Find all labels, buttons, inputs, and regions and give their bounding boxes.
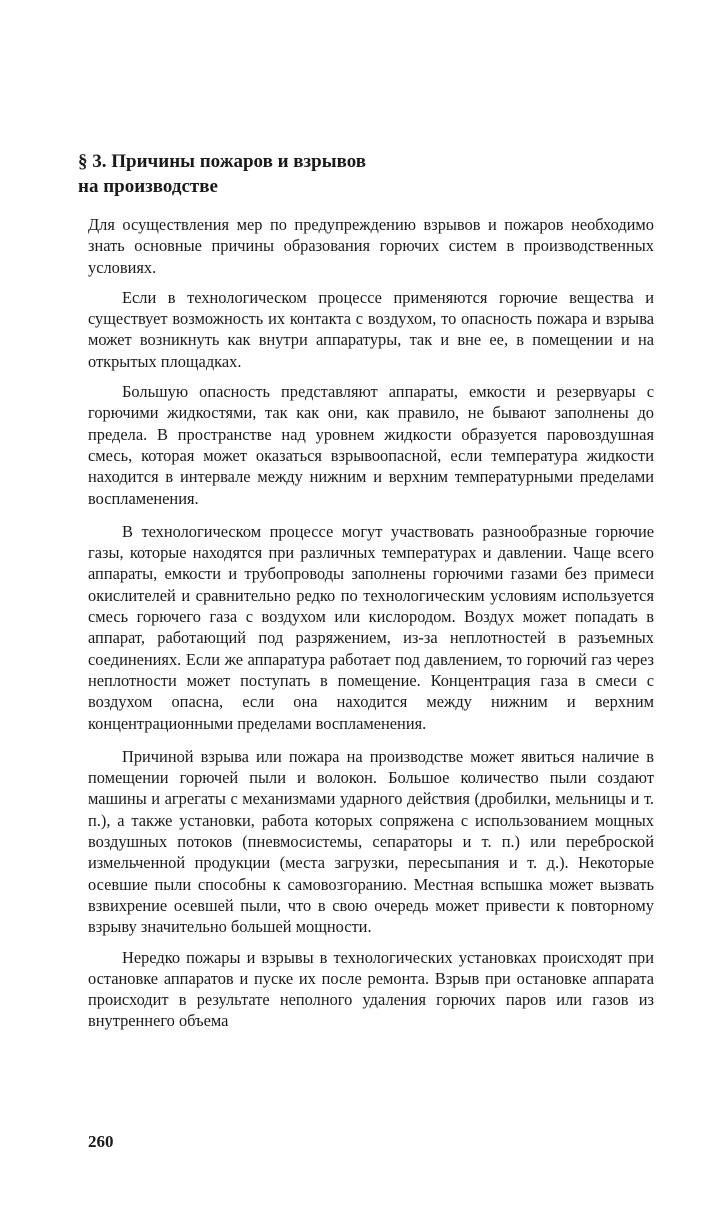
- body-text: [88, 214, 654, 1032]
- section-heading: [78, 149, 638, 199]
- paragraph-tanks-and-liquids: Большую опасность представляют аппараты, емкости и резервуары с горючими жидкостями, так как они, как правило, не бывают заполнены до предела. В пространстве над уровнем жидкости образуется паровоздушная смесь, которая может оказаться взрывоопасной, если температура жидкости находится в интервале между нижним и верхним температурными пределами воспламенения.: [88, 382, 654, 508]
- section-heading-line-1: § 3. Причины пожаров и взрывов: [78, 151, 367, 172]
- paragraph-shutdown-and-startup: Нередко пожары и взрывы в технологических установках происходят при остановке аппаратов и пуске их после ремонта. Взрыв при остановке аппарата происходит в результате неполного удаления горючих паров или газов из внутреннего объема: [88, 947, 654, 1031]
- paragraph-flammable-gases: В технологическом процессе могут участвовать разнообразные горючие газы, которые находятся при различных температурах и давлении. Чаще всего аппараты, емкости и трубопроводы заполнены горючими газами без примеси окислителей и сравнительно редко по технологическим условиям используется смесь горючего газа с воздухом или кислородом. Воздух может попадать в аппарат, работающий под разряжением, из-за неплотностей в разъемных соединениях. Если же аппаратура работает под давлением, то горючий газ через неплотности может поступать в помещение. Концентрация газа в смеси с воздухом опасна, если она находится между нижним и верхним концентрационными пределами воспламенения.: [88, 521, 654, 733]
- paragraph-contact-with-air: Если в технологическом процессе применяются горючие вещества и существует возможность их контакта с воздухом, то опасность пожара и взрыва может возникнуть как внутри аппаратуры, так и вне ее, в помещении и на открытых площадках.: [88, 287, 654, 371]
- page-number: 260: [88, 1132, 114, 1151]
- section-heading-line-2: на производстве: [78, 176, 218, 197]
- paragraph-intro: Для осуществления мер по предупреждению взрывов и пожаров необходимо знать основные причины образования горючих систем в производственных условиях.: [88, 215, 654, 277]
- paragraph-combustible-dust: Причиной взрыва или пожара на производстве может явиться наличие в помещении горючей пыли и волокон. Большое количество пыли создают машины и агрегаты с механизмами ударного действия (дробилки, мельницы и т. п.), а также установки, работа которых сопряжена с использованием мощных воздушных потоков (пневмосистемы, сепараторы и т. п.) или переброской измельченной продукции (места загрузки, пересыпания и т. д.). Некоторые осевшие пыли способны к самовозгоранию. Местная вспышка может вызвать взвихрение осевшей пыли, что в свою очередь может привести к повторному взрыву значительно большей мощности.: [88, 746, 654, 937]
